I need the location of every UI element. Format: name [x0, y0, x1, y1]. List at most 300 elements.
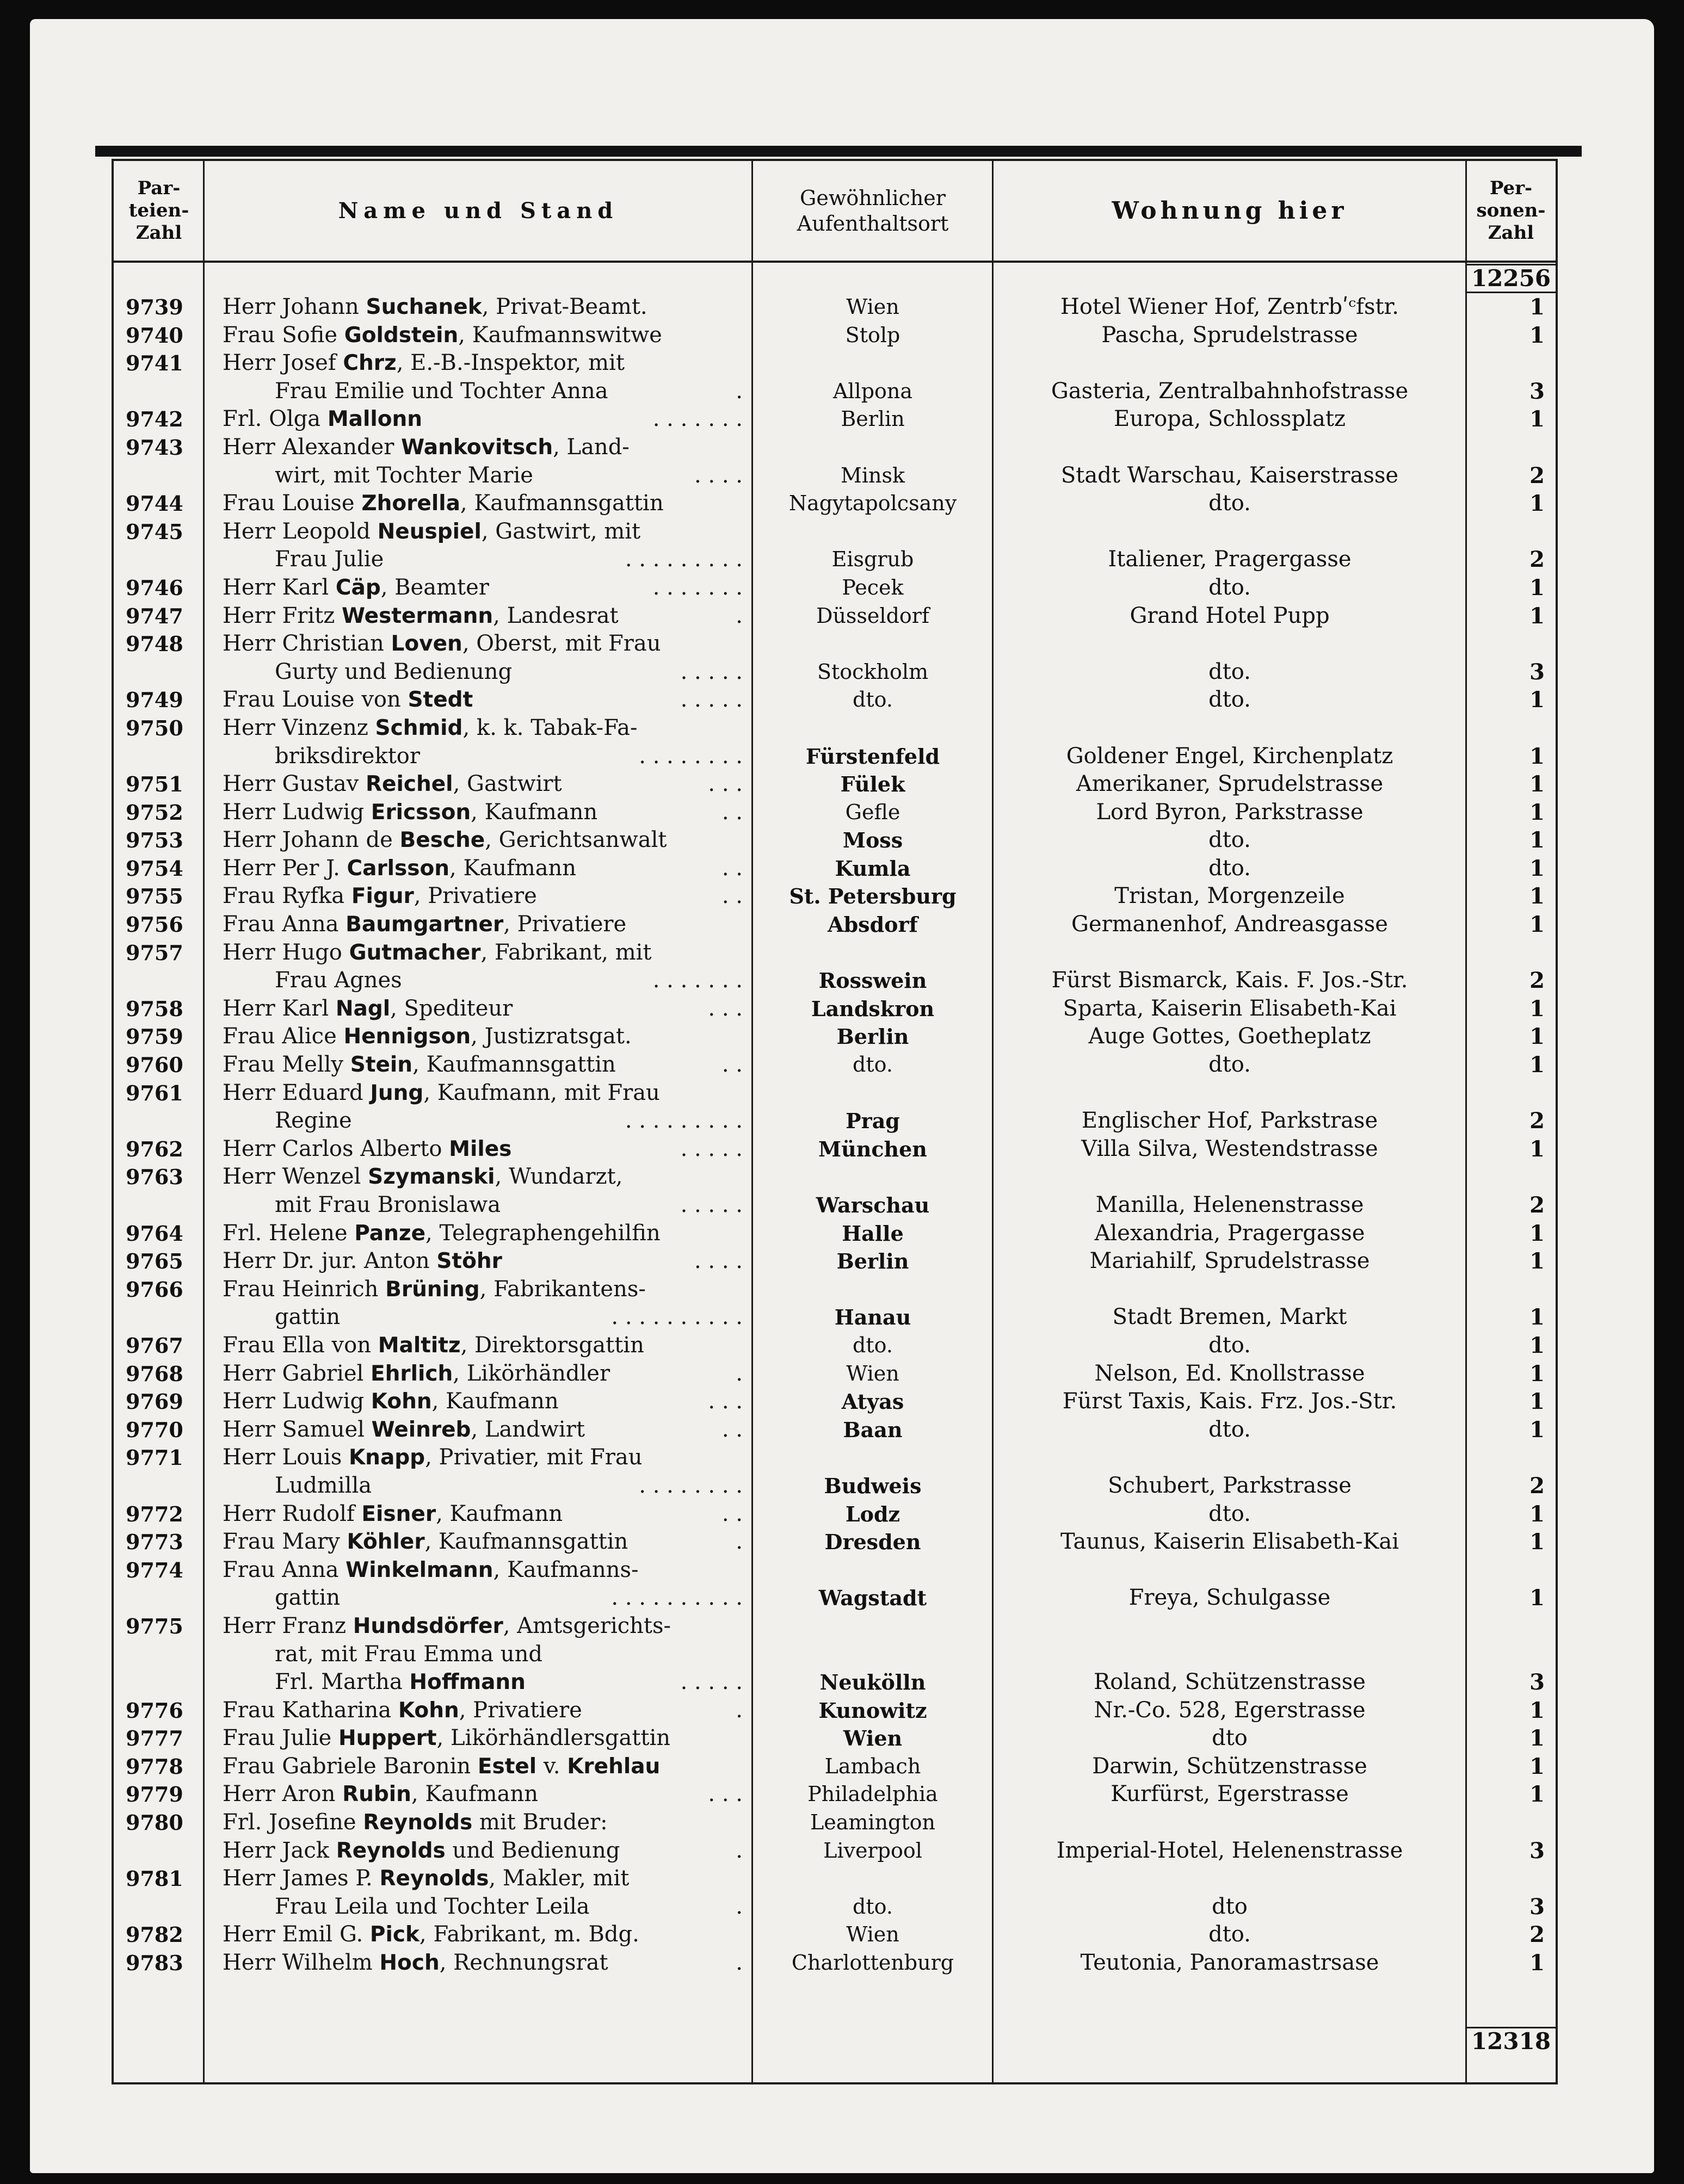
leader-dots: . . . . . . . . . — [625, 547, 743, 572]
name-line — [223, 518, 743, 546]
aufenthaltsort-cell: Warschau — [816, 1193, 930, 1217]
wohnung-cell: Stadt Warschau, Kaiserstrasse — [1060, 462, 1399, 488]
wohnung-cell: Teutonia, Panoramastrsase — [1080, 1950, 1379, 1976]
leader-dots: . . — [721, 1052, 743, 1078]
table-row — [114, 490, 1556, 518]
name-text: , Kaufmann — [436, 1501, 563, 1526]
name-line — [223, 1135, 743, 1164]
table-row — [114, 855, 1556, 883]
name-line — [223, 1388, 743, 1416]
name-text: Ludmilla — [275, 1473, 372, 1498]
wohnung-cell: Germanenhof, Andreasgasse — [1071, 912, 1388, 937]
carry-over-count: 12256 — [1466, 264, 1556, 293]
surname: Winkelmann — [346, 1557, 494, 1582]
name-text: , Spediteur — [390, 995, 513, 1021]
surname: Zhorella — [361, 491, 460, 516]
wohnung-cell: dto. — [1208, 855, 1251, 881]
name-und-stand-cell — [204, 799, 752, 827]
leader-dots: . . . . . . . . — [639, 743, 743, 769]
name-text: , Rechnungsrat — [439, 1950, 608, 1976]
name-line — [223, 1865, 743, 1893]
table-row — [114, 714, 1556, 770]
register-table — [112, 159, 1558, 2084]
name-text: , Kaufmann, mit Frau — [423, 1080, 660, 1105]
name-text: , Wundarzt, — [495, 1164, 623, 1190]
name-line — [223, 1949, 743, 1977]
leader-dots: . . . . — [694, 462, 743, 488]
name-line — [223, 911, 743, 939]
parteien-number: 9767 — [126, 1333, 183, 1358]
table-row — [114, 1135, 1556, 1164]
aufenthaltsort-cell: dto. — [853, 1333, 893, 1357]
wohnung-cell: dto. — [1208, 687, 1251, 713]
table-row — [114, 826, 1556, 855]
personen-count: 1 — [1529, 1248, 1545, 1274]
leader-dots: . . . . . — [680, 687, 743, 713]
parteien-number: 9776 — [126, 1698, 183, 1723]
aufenthaltsort-cell: Lodz — [845, 1501, 900, 1526]
name-text: Frl. Martha — [275, 1669, 410, 1695]
name-und-stand-cell — [204, 1949, 752, 1977]
wohnung-cell: Villa Silva, Westendstrasse — [1081, 1136, 1378, 1161]
name-und-stand-cell — [204, 1051, 752, 1079]
table-row — [114, 882, 1556, 911]
surname: Gutmacher — [349, 940, 481, 965]
table-row — [114, 1332, 1556, 1360]
name-text: Herr Gabriel — [223, 1360, 371, 1386]
name-text: v. — [536, 1753, 567, 1779]
parteien-number: 9780 — [126, 1810, 183, 1835]
leader-dots: . . . . . . . . — [639, 1473, 743, 1498]
header-parteien-zahl: Par- teien- Zahl — [128, 177, 189, 244]
parteien-number: 9739 — [126, 295, 183, 319]
table-row — [114, 995, 1556, 1023]
name-line — [223, 1163, 743, 1191]
name-text: Frau Julie — [275, 547, 384, 572]
wohnung-cell: dto. — [1208, 659, 1251, 684]
leader-dots: . . . . . . . — [652, 406, 743, 432]
parteien-number: 9774 — [126, 1557, 183, 1582]
name-text: , Oberst, mit Frau — [462, 631, 661, 657]
name-line — [223, 321, 743, 350]
name-text: , Kaufmannsgattin — [424, 1529, 628, 1555]
name-line — [223, 378, 743, 406]
table-row — [114, 1780, 1556, 1809]
name-line — [223, 546, 743, 574]
name-line — [223, 1416, 743, 1444]
personen-count: 1 — [1529, 743, 1545, 769]
table-row — [114, 293, 1556, 321]
name-line — [223, 574, 743, 602]
surname: Schmid — [375, 715, 463, 740]
personen-count: 3 — [1529, 1894, 1545, 1920]
table-row — [114, 1360, 1556, 1388]
name-text: , Gerichtsanwalt — [485, 827, 667, 853]
surname: Krehlau — [567, 1754, 661, 1779]
name-und-stand-cell — [204, 1247, 752, 1276]
name-text: Frau Louise von — [223, 687, 408, 713]
name-text: Herr Gustav — [223, 771, 366, 797]
surname: Nagl — [335, 996, 391, 1021]
name-und-stand-cell — [204, 1528, 752, 1556]
name-line — [223, 1191, 743, 1220]
aufenthaltsort-cell: Düsseldorf — [816, 603, 930, 628]
personen-count: 2 — [1529, 1922, 1545, 1948]
surname: Reichel — [366, 772, 453, 797]
name-text: , E.-B.-Inspektor, mit — [396, 350, 625, 376]
wohnung-cell: Italiener, Pragergasse — [1108, 547, 1352, 572]
surname: Weinreb — [371, 1417, 471, 1442]
parteien-number: 9748 — [126, 632, 183, 657]
name-text: Frau Anna — [223, 1557, 346, 1582]
parteien-number: 9782 — [126, 1922, 183, 1947]
name-und-stand-cell — [204, 434, 752, 490]
leader-dots: . . . . . . . . . . — [611, 1585, 743, 1611]
table-row — [114, 911, 1556, 939]
name-text: , Land- — [553, 434, 630, 460]
name-text: , Kaufmann — [449, 855, 577, 881]
name-text: Herr Wilhelm — [223, 1950, 380, 1976]
name-und-stand-cell — [204, 1388, 752, 1416]
wohnung-cell: Tristan, Morgenzeile — [1114, 883, 1345, 909]
name-und-stand-cell — [204, 995, 752, 1023]
name-text: , Kaufmannswitwe — [458, 322, 662, 348]
leader-dots: . — [736, 603, 743, 628]
name-text: , Kaufmannsgattin — [460, 491, 664, 516]
aufenthaltsort-cell: Charlottenburg — [791, 1951, 954, 1975]
table-row — [114, 1079, 1556, 1135]
wohnung-cell: Mariahilf, Sprudelstrasse — [1089, 1248, 1370, 1274]
personen-count: 1 — [1529, 1781, 1545, 1808]
name-text: , Privatier, mit Frau — [425, 1445, 643, 1470]
name-und-stand-cell — [204, 1163, 752, 1219]
wohnung-cell: Sparta, Kaiserin Elisabeth-Kai — [1063, 995, 1397, 1021]
table-row — [114, 321, 1556, 350]
name-text: , Gastwirt — [453, 771, 562, 797]
aufenthaltsort-cell: Nagytapolcsany — [788, 491, 957, 516]
aufenthaltsort-cell: Berlin — [836, 1249, 909, 1274]
parteien-number: 9750 — [126, 715, 183, 740]
table-row — [114, 405, 1556, 434]
wohnung-cell: Grand Hotel Pupp — [1130, 603, 1330, 628]
name-line — [223, 630, 743, 658]
aufenthaltsort-cell: Baan — [843, 1417, 903, 1442]
name-line — [223, 405, 743, 434]
surname: Maltitz — [378, 1333, 461, 1358]
name-text: Frau Alice — [223, 1024, 344, 1049]
name-text: , Privatiere — [459, 1697, 582, 1723]
personen-count: 1 — [1529, 1304, 1545, 1331]
name-text: Gurty und Bedienung — [275, 659, 513, 684]
wohnung-cell: dto — [1212, 1894, 1248, 1919]
aufenthaltsort-cell: Atyas — [841, 1389, 904, 1414]
aufenthaltsort-cell: Absdorf — [828, 912, 918, 937]
name-text: Herr Hugo — [223, 939, 349, 965]
surname: Baumgartner — [346, 912, 504, 937]
personen-count: 1 — [1529, 1220, 1545, 1246]
name-text: Frau Leila und Tochter Leila — [275, 1894, 590, 1919]
surname: Carlsson — [347, 856, 450, 881]
aufenthaltsort-cell: Kumla — [835, 856, 911, 881]
personen-count: 1 — [1529, 687, 1545, 713]
name-line — [223, 602, 743, 630]
table-row — [114, 630, 1556, 686]
header-aufenthaltsort: Gewöhnlicher Aufenthaltsort — [797, 185, 949, 236]
table-row — [114, 1921, 1556, 1949]
parteien-number: 9783 — [126, 1951, 183, 1976]
name-text: Frau Agnes — [275, 968, 402, 993]
aufenthaltsort-cell: Minsk — [840, 463, 905, 487]
name-text: Herr Louis — [223, 1445, 349, 1470]
table-row — [114, 574, 1556, 602]
aufenthaltsort-cell: Wien — [846, 295, 899, 319]
table-row — [114, 1023, 1556, 1051]
surname: Huppert — [338, 1726, 437, 1751]
table-row — [114, 1163, 1556, 1219]
name-text: Frau Mary — [223, 1529, 347, 1555]
name-und-stand-cell — [204, 1416, 752, 1444]
leader-dots: . — [736, 378, 743, 404]
name-text: Herr Carlos Alberto — [223, 1136, 449, 1161]
wohnung-cell: dto. — [1208, 491, 1251, 516]
surname: Reynolds — [363, 1810, 473, 1835]
personen-count: 1 — [1529, 1753, 1545, 1779]
personen-count: 1 — [1529, 1416, 1545, 1443]
table-row — [114, 518, 1556, 574]
table-row — [114, 1276, 1556, 1332]
leader-dots: . . . — [708, 1781, 743, 1807]
aufenthaltsort-cell: Landskron — [811, 996, 935, 1021]
personen-count: 1 — [1529, 1501, 1545, 1527]
table-row — [114, 434, 1556, 490]
name-text: , k. k. Tabak-Fa- — [462, 715, 638, 740]
aufenthaltsort-cell: Fürstenfeld — [805, 744, 940, 769]
name-line — [223, 1220, 743, 1248]
name-text: Frl. Olga — [223, 406, 328, 432]
name-line — [223, 855, 743, 883]
surname: Figur — [351, 884, 414, 909]
name-und-stand-cell — [204, 1724, 752, 1753]
name-text: , Direktorsgattin — [460, 1332, 644, 1358]
name-text: Herr Dr. jur. Anton — [223, 1248, 437, 1274]
parteien-number: 9746 — [126, 575, 183, 600]
parteien-number: 9766 — [126, 1277, 183, 1302]
name-text: briksdirektor — [275, 743, 420, 769]
personen-count: 2 — [1529, 1473, 1545, 1499]
personen-count: 1 — [1529, 1529, 1545, 1555]
name-text: Frau Ryfka — [223, 883, 351, 909]
name-text: Herr Josef — [223, 350, 343, 376]
leader-dots: . . — [721, 855, 743, 881]
wohnung-cell: Gasteria, Zentralbahnhofstrasse — [1051, 378, 1409, 404]
name-text: Frau Ella von — [223, 1332, 378, 1358]
name-und-stand-cell — [204, 602, 752, 630]
name-line — [223, 293, 743, 321]
table-row — [114, 1612, 1556, 1697]
parteien-number: 9775 — [126, 1613, 183, 1638]
name-text: Herr Franz — [223, 1613, 353, 1638]
name-line — [223, 967, 743, 995]
name-line — [223, 1528, 743, 1556]
surname: Loven — [391, 632, 462, 657]
surname: Cäp — [335, 575, 381, 600]
parteien-number: 9772 — [126, 1501, 183, 1526]
parteien-number: 9759 — [126, 1024, 183, 1049]
name-und-stand-cell — [204, 855, 752, 883]
name-line — [223, 1500, 743, 1529]
leader-dots: . . . — [708, 771, 743, 797]
parteien-number: 9769 — [126, 1389, 183, 1414]
personen-count: 1 — [1529, 1024, 1545, 1050]
parteien-number: 9781 — [126, 1866, 183, 1891]
personen-count: 1 — [1529, 322, 1545, 348]
leader-dots: . . . — [708, 995, 743, 1021]
name-und-stand-cell — [204, 911, 752, 939]
aufenthaltsort-cell: Eisgrub — [831, 547, 914, 572]
aufenthaltsort-cell: Kunowitz — [818, 1698, 927, 1723]
leader-dots: . . . . — [694, 1248, 743, 1274]
personen-count: 1 — [1529, 912, 1545, 938]
name-text: , Makler, mit — [489, 1866, 630, 1891]
parteien-number: 9760 — [126, 1053, 183, 1078]
leader-dots: . — [736, 1360, 743, 1386]
name-line — [223, 1444, 743, 1472]
leader-dots: . . . . . — [680, 659, 743, 684]
name-text: , Beamter — [380, 574, 489, 600]
name-line — [223, 1556, 743, 1585]
personen-count: 3 — [1529, 1669, 1545, 1696]
aufenthaltsort-cell: Budweis — [824, 1473, 922, 1498]
name-line — [223, 1051, 743, 1079]
name-text: Herr Emil G. — [223, 1922, 370, 1947]
name-line — [223, 1107, 743, 1135]
table-row — [114, 1724, 1556, 1753]
personen-count: 1 — [1529, 799, 1545, 825]
name-line — [223, 826, 743, 855]
aufenthaltsort-cell: Wien — [843, 1726, 903, 1751]
parteien-number: 9763 — [126, 1165, 183, 1190]
name-text: , Likörhändler — [453, 1360, 610, 1386]
name-line — [223, 939, 743, 967]
aufenthaltsort-cell: Rosswein — [818, 968, 927, 993]
aufenthaltsort-cell: dto. — [853, 1053, 893, 1077]
surname: Eisner — [361, 1501, 436, 1526]
wohnung-cell: dto. — [1208, 1501, 1251, 1526]
name-und-stand-cell — [204, 1079, 752, 1135]
surname: Westermann — [342, 603, 494, 628]
name-und-stand-cell — [204, 1753, 752, 1781]
surname: Brüning — [385, 1277, 480, 1302]
personen-count: 1 — [1529, 1052, 1545, 1078]
table-row — [114, 1051, 1556, 1079]
parteien-number: 9743 — [126, 435, 183, 460]
personen-count: 1 — [1529, 574, 1545, 601]
table-header — [114, 161, 1556, 263]
wohnung-cell: Stadt Bremen, Markt — [1112, 1304, 1347, 1330]
wohnung-cell: Hotel Wiener Hof, Zentrbʹᶜfstr. — [1060, 294, 1399, 319]
personen-count: 1 — [1529, 1332, 1545, 1358]
wohnung-cell: dto. — [1208, 1052, 1251, 1078]
aufenthaltsort-cell: Pecek — [842, 575, 904, 599]
surname: Hennigson — [343, 1024, 471, 1049]
table-row — [114, 770, 1556, 799]
name-line — [223, 995, 743, 1023]
name-line — [223, 1079, 743, 1108]
parteien-number: 9764 — [126, 1221, 183, 1246]
name-und-stand-cell — [204, 1780, 752, 1809]
name-text: Herr Rudolf — [223, 1501, 362, 1526]
aufenthaltsort-cell: Halle — [842, 1221, 904, 1246]
aufenthaltsort-cell: Stockholm — [817, 659, 929, 684]
parteien-number: 9778 — [126, 1754, 183, 1779]
name-text: Herr Alexander — [223, 434, 402, 460]
name-text: Herr Leopold — [223, 518, 378, 544]
wohnung-cell: dto. — [1208, 827, 1251, 853]
name-und-stand-cell — [204, 1135, 752, 1164]
name-line — [223, 1753, 743, 1781]
table-row — [114, 1865, 1556, 1921]
name-und-stand-cell — [204, 1332, 752, 1360]
name-und-stand-cell — [204, 826, 752, 855]
wohnung-cell: Nelson, Ed. Knollstrasse — [1094, 1360, 1365, 1386]
name-text: Frl. Josefine — [223, 1810, 363, 1835]
table-row — [114, 1697, 1556, 1725]
parteien-number: 9755 — [126, 884, 183, 909]
surname: Stedt — [408, 688, 473, 713]
leader-dots: . . . . . — [680, 1136, 743, 1161]
wohnung-cell: Lord Byron, Parkstrasse — [1096, 799, 1364, 825]
name-text: Herr Samuel — [223, 1416, 372, 1442]
table-row — [114, 1416, 1556, 1444]
name-line — [223, 1472, 743, 1500]
name-line — [223, 1584, 743, 1612]
name-text: mit Frau Bronislawa — [275, 1192, 501, 1217]
name-text: Frau Louise — [223, 491, 362, 516]
name-und-stand-cell — [204, 293, 752, 321]
table-row — [114, 349, 1556, 405]
surname: Chrz — [343, 351, 397, 376]
aufenthaltsort-cell: Berlin — [841, 407, 905, 431]
surname: Ehrlich — [371, 1361, 453, 1386]
name-und-stand-cell — [204, 1556, 752, 1612]
name-und-stand-cell — [204, 1612, 752, 1697]
name-text: , Privat-Beamt. — [482, 294, 647, 319]
aufenthaltsort-cell: dto. — [853, 1894, 893, 1919]
wohnung-cell: Freya, Schulgasse — [1128, 1585, 1331, 1611]
table-row — [114, 799, 1556, 827]
name-line — [223, 882, 743, 911]
name-line — [223, 1780, 743, 1809]
table-row — [114, 686, 1556, 714]
name-und-stand-cell — [204, 1697, 752, 1725]
aufenthaltsort-cell: Dresden — [824, 1530, 921, 1555]
surname: Estel — [477, 1754, 537, 1779]
name-text: Frau Sofie — [223, 322, 344, 348]
name-und-stand-cell — [204, 939, 752, 995]
wohnung-cell: Roland, Schützenstrasse — [1094, 1669, 1366, 1695]
name-text: Herr Fritz — [223, 603, 342, 628]
leader-dots: . . . . . — [680, 1669, 743, 1695]
name-und-stand-cell — [204, 1809, 752, 1865]
aufenthaltsort-cell: Neukölln — [819, 1670, 926, 1695]
wohnung-cell: Goldener Engel, Kirchenplatz — [1066, 743, 1393, 769]
leader-dots: . — [736, 1894, 743, 1919]
name-line — [223, 743, 743, 771]
leader-dots: . . — [721, 883, 743, 909]
name-text: , Kaufmann — [431, 1389, 559, 1414]
name-text: , Fabrikant, mit — [480, 939, 652, 965]
aufenthaltsort-cell: München — [818, 1136, 927, 1161]
